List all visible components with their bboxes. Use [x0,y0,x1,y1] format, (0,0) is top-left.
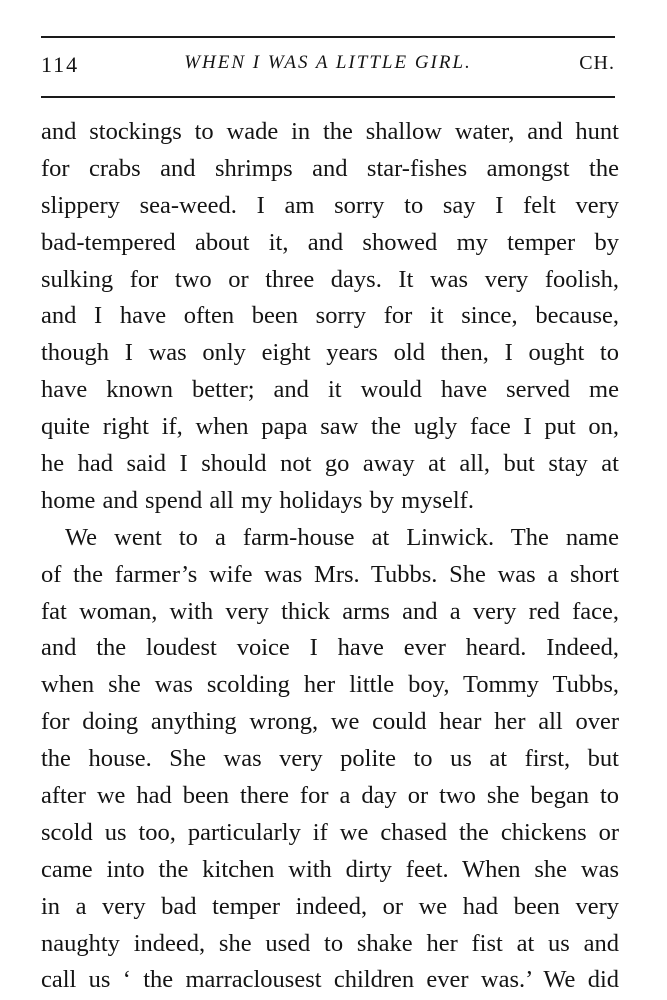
text-line: though I was only eight years old then, I ought to [41,339,619,367]
running-title: WHEN I WAS A LITTLE GIRL. [184,52,472,73]
page-number: 114 [41,52,80,77]
text-line: call us ‘ the marraclousest children ever was.’ We did [41,966,619,994]
text-line: for doing anything wrong, we could hear her all over [41,708,619,736]
text-line: in a very bad temper indeed, or we had been very [41,892,619,920]
text-line: and I have often been sorry for it since, because, [41,302,619,330]
text-line: and stockings to wade in the shallow water, and hunt [41,118,619,145]
chapter-mark: CH. [579,52,615,74]
header-top-rule [41,36,615,38]
body-text [41,114,619,999]
text-line: slippery sea-weed. I am sorry to say I felt very [41,191,619,219]
text-line: of the farmer’s wife was Mrs. Tubbs. She was a short [41,560,619,588]
text-line: fat woman, with very thick arms and a very red face, [41,597,619,625]
text-line: sulking for two or three days. It was very foolish, [41,265,619,293]
text-line: bad-tempered about it, and showed my temper by [41,228,619,256]
text-line: after we had been there for a day or two she began to [41,782,619,810]
running-header [41,52,615,88]
paragraph-start-line: We went to a farm-house at Linwick. The name [65,523,619,551]
paragraph-end-line: home and spend all my holidays by myself. [41,486,474,514]
text-line: for crabs and shrimps and star-fishes amongst the [41,154,619,182]
text-line: when she was scolding her little boy, Tommy Tubbs, [41,671,619,699]
text-line: and the loudest voice I have ever heard. Indeed, [41,634,619,662]
text-line: quite right if, when papa saw the ugly face I put on, [41,413,619,441]
header-bottom-rule [41,96,615,98]
text-line: naughty indeed, she used to shake her fist at us and [41,929,619,957]
text-line: scold us too, particularly if we chased the chickens or [41,818,619,846]
text-line: he had said I should not go away at all, but stay at [41,450,619,478]
text-line: came into the kitchen with dirty feet. When she was [41,855,619,883]
text-line: the house. She was very polite to us at first, but [41,745,619,773]
text-line: have known better; and it would have served me [41,376,619,404]
